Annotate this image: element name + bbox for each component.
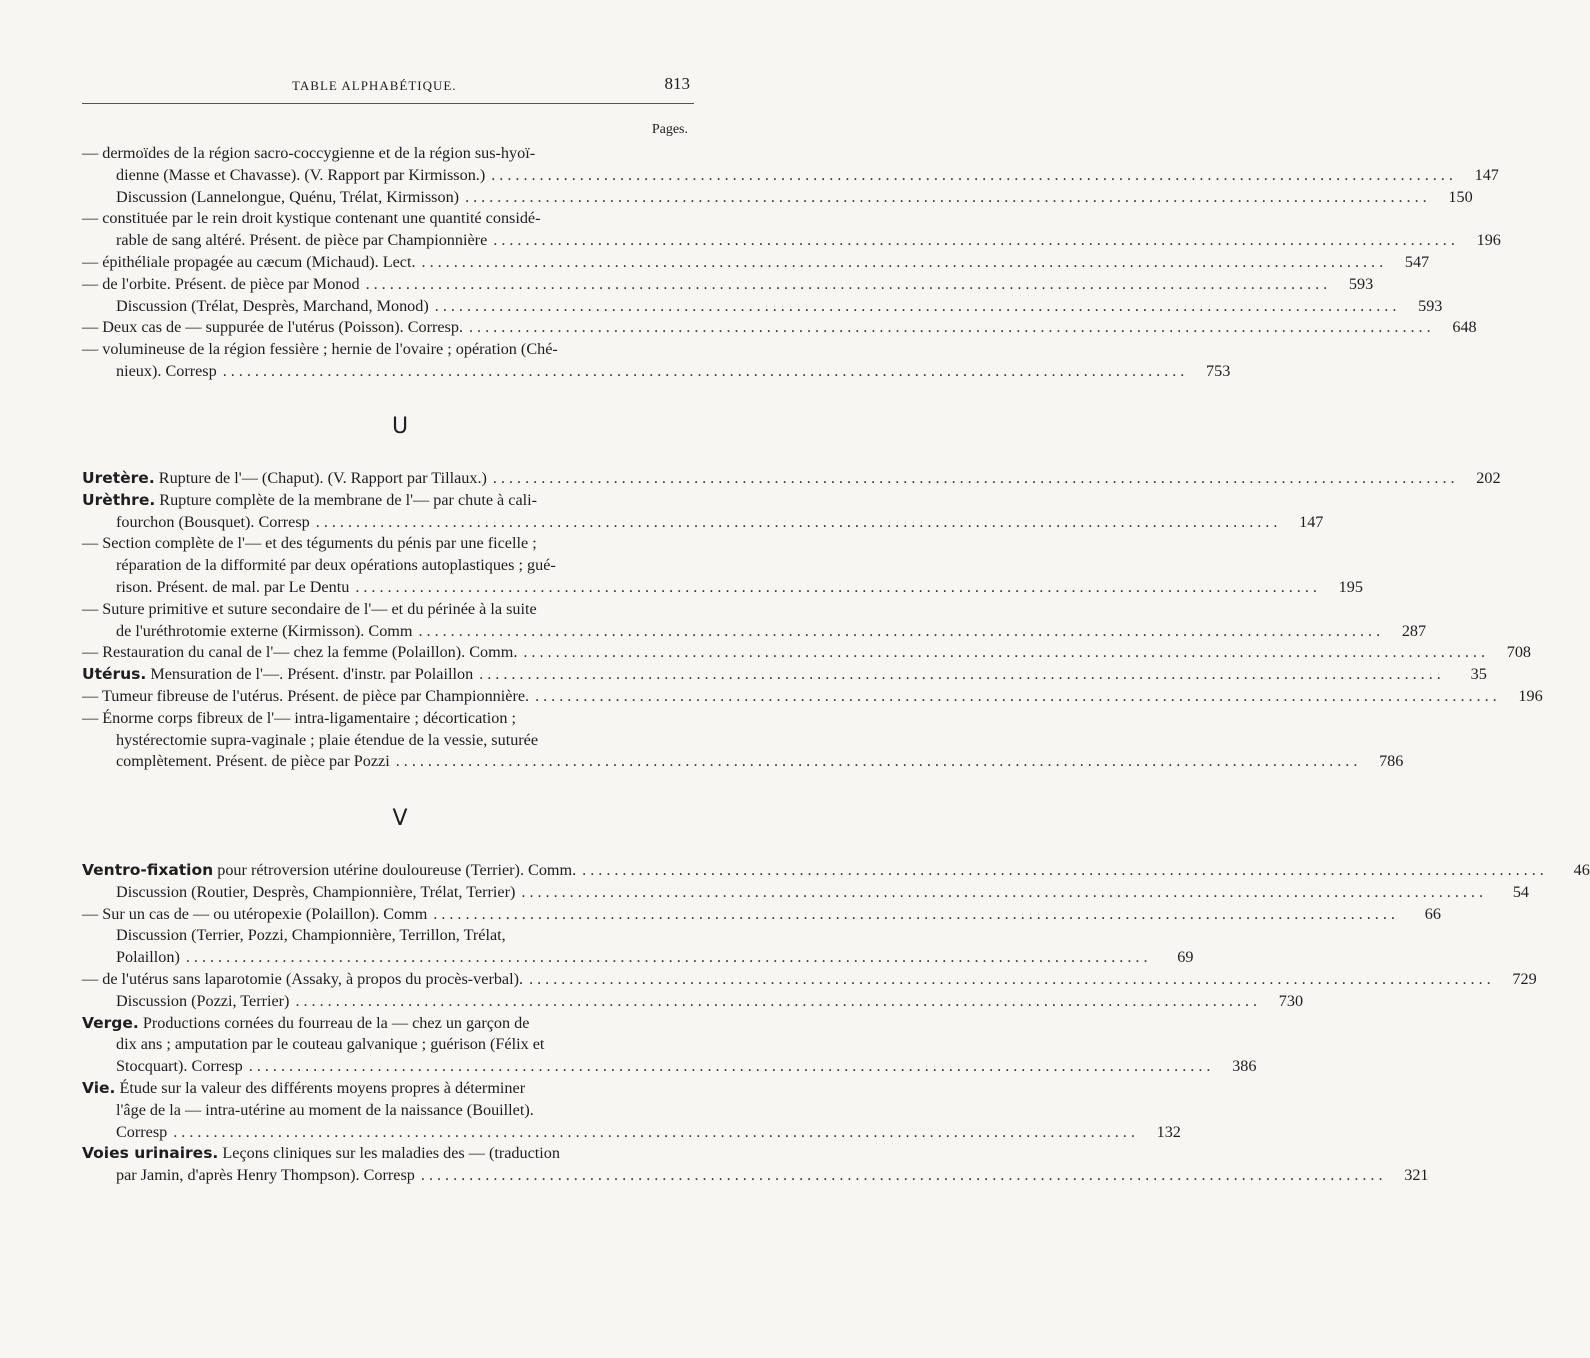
entry-headword: Utérus. bbox=[82, 665, 147, 684]
entry-text: — constituée par le rein droit kystique contenant une quantité considé- bbox=[82, 209, 541, 228]
page-reference: 708 bbox=[1506, 643, 1531, 662]
page-reference: 648 bbox=[1452, 318, 1477, 337]
leader-dots: ........................................................................................................................ bbox=[523, 643, 1489, 662]
entry-text: nieux). Corresp bbox=[116, 361, 217, 380]
entry-text: rison. Présent. de mal. par Le Dentu bbox=[116, 577, 350, 596]
page-reference: 196 bbox=[1476, 231, 1501, 250]
entry-line bbox=[82, 165, 1499, 187]
running-title: TABLE ALPHABÉTIQUE. bbox=[292, 78, 457, 93]
leader-dots: ........................................................................................................................ bbox=[521, 882, 1488, 901]
leader-dots: ........................................................................................................................ bbox=[222, 361, 1189, 380]
index-entry bbox=[82, 599, 1427, 643]
page-reference: 202 bbox=[1476, 469, 1501, 487]
entry-text: — de l'orbite. Présent. de pièce par Monod bbox=[82, 274, 360, 293]
entry-line bbox=[82, 339, 694, 361]
entry-text: de l'uréthrotomie externe (Kirmisson). Comm bbox=[116, 621, 413, 640]
entry-text: Mensuration de l'—. Présent. d'instr. par Polaillon bbox=[150, 665, 474, 684]
entry-line bbox=[82, 969, 1537, 991]
leader-dots: ........................................................................................................................ bbox=[421, 252, 1388, 271]
entry-line bbox=[82, 947, 1194, 969]
entry-text: Rupture complète de la membrane de l'— par chute à cali- bbox=[159, 490, 538, 509]
entry-line bbox=[82, 296, 1443, 318]
pages-column-label: Pages. bbox=[651, 122, 688, 137]
entry-line bbox=[82, 555, 694, 577]
entry-text: — Section complète de l'— et des téguments du pénis par une ficelle ; bbox=[82, 534, 537, 553]
index-entry bbox=[82, 1078, 1181, 1143]
page-reference: 69 bbox=[1177, 948, 1194, 967]
leader-dots: ........................................................................................................................ bbox=[469, 318, 1435, 337]
entry-text: — épithéliale propagée au cæcum (Michaud). Lect. bbox=[82, 252, 416, 271]
entry-line bbox=[82, 274, 1374, 296]
index-entry bbox=[82, 904, 1441, 969]
page-reference: 150 bbox=[1448, 187, 1473, 206]
entry-text: — Restauration du canal de l'— chez la femme (Polaillon). Comm. bbox=[82, 643, 518, 662]
entry-headword: Urèthre. bbox=[82, 490, 156, 509]
leader-dots: ........................................................................................................................ bbox=[365, 274, 1332, 293]
entry-text: complètement. Présent. de pièce par Pozzi bbox=[116, 752, 390, 771]
leader-dots: ........................................................................................................................ bbox=[582, 861, 1548, 879]
page-reference: 729 bbox=[1512, 969, 1537, 988]
entry-line bbox=[82, 730, 694, 752]
running-header bbox=[82, 74, 694, 96]
entry-line bbox=[82, 143, 694, 165]
leader-dots: ........................................................................................................................ bbox=[493, 231, 1459, 250]
entry-line bbox=[82, 533, 694, 555]
entry-line bbox=[82, 1013, 694, 1035]
index-entry bbox=[82, 143, 1499, 208]
page-reference: 35 bbox=[1470, 665, 1487, 684]
page-reference: 321 bbox=[1404, 1166, 1429, 1185]
entry-text: — volumineuse de la région fessière ; hernie de l'ovaire ; opération (Ché- bbox=[82, 340, 558, 359]
entry-line bbox=[82, 599, 694, 621]
index-entry bbox=[82, 468, 1501, 490]
leader-dots: ........................................................................................................................ bbox=[491, 165, 1457, 184]
index-entry bbox=[82, 860, 1590, 904]
leader-dots: ........................................................................................................................ bbox=[434, 296, 1401, 315]
entry-text: Leçons cliniques sur les maladies des — (traduction bbox=[222, 1144, 560, 1163]
entry-line bbox=[82, 925, 694, 947]
entry-text: Discussion (Trélat, Desprès, Marchand, Monod) bbox=[116, 296, 429, 315]
page-reference: 730 bbox=[1278, 991, 1304, 1010]
page-reference: 54 bbox=[1512, 882, 1530, 901]
leader-dots: ........................................................................................................................ bbox=[420, 1166, 1387, 1185]
entry-text: Discussion (Routier, Desprès, Championnière, Trélat, Terrier) bbox=[116, 882, 516, 901]
section-t-continued bbox=[82, 143, 1501, 383]
index-entry bbox=[82, 317, 1477, 339]
page-reference: 786 bbox=[1379, 752, 1404, 771]
index-entry bbox=[82, 339, 1231, 383]
leader-dots: ........................................................................................................................ bbox=[295, 991, 1262, 1010]
entry-text: Rupture de l'— (Chaput). (V. Rapport par Tillaux.) bbox=[158, 469, 487, 487]
entry-line bbox=[82, 904, 1441, 926]
entry-text: Productions cornées du fourreau de la — chez un garçon de bbox=[142, 1013, 530, 1032]
entry-text: Étude sur la valeur des différents moyens propres à déterminer bbox=[119, 1078, 526, 1097]
leader-dots: ........................................................................................................................ bbox=[185, 948, 1152, 967]
index-entry bbox=[82, 252, 1430, 274]
entry-line bbox=[82, 1122, 1181, 1144]
leader-dots: ........................................................................................................................ bbox=[433, 904, 1399, 923]
entry-line bbox=[82, 664, 1487, 686]
entry-text: par Jamin, d'après Henry Thompson). Corresp bbox=[116, 1166, 415, 1185]
page-reference: 593 bbox=[1418, 296, 1443, 315]
entry-headword: Ventro-fixation bbox=[82, 861, 214, 879]
entry-text: Discussion (Lannelongue, Quénu, Trélat, Kirmisson) bbox=[116, 187, 460, 206]
index-entry bbox=[82, 642, 1531, 664]
index-entry bbox=[82, 274, 1443, 318]
entry-line bbox=[82, 860, 1590, 882]
entry-text: — dermoïdes de la région sacro-coccygienne et de la région sus-hyoï- bbox=[82, 144, 536, 162]
entry-line bbox=[82, 1078, 694, 1100]
entry-line bbox=[82, 490, 694, 512]
leader-dots: ........................................................................................................................ bbox=[355, 577, 1321, 596]
page-reference: 547 bbox=[1404, 252, 1430, 271]
entry-line bbox=[82, 708, 694, 730]
leader-dots: ........................................................................................................................ bbox=[529, 969, 1495, 988]
entry-text: Discussion (Terrier, Pozzi, Championnière, Terrillon, Trélat, bbox=[116, 926, 506, 945]
section-v bbox=[82, 860, 1590, 1187]
leader-dots: ........................................................................................................................ bbox=[395, 752, 1362, 771]
entry-text: — Énorme corps fibreux de l'— intra-ligamentaire ; décortication ; bbox=[82, 708, 516, 727]
page-reference: 132 bbox=[1156, 1122, 1181, 1141]
leader-dots: ........................................................................................................................ bbox=[465, 187, 1431, 206]
page-reference: 66 bbox=[1424, 904, 1441, 923]
entry-line bbox=[82, 252, 1430, 274]
page-number: 813 bbox=[664, 74, 690, 93]
entry-text: rable de sang altéré. Présent. de pièce par Championnière bbox=[116, 231, 488, 250]
page-reference: 593 bbox=[1348, 274, 1374, 293]
index-entry bbox=[82, 686, 1543, 708]
index-entry bbox=[82, 969, 1537, 1013]
entry-line bbox=[82, 208, 694, 230]
page-reference: 287 bbox=[1401, 621, 1427, 640]
entry-line bbox=[82, 361, 1231, 383]
leader-dots: ........................................................................................................................ bbox=[248, 1057, 1215, 1076]
entry-text: Polaillon) bbox=[116, 948, 180, 967]
leader-dots: ........................................................................................................................ bbox=[315, 512, 1282, 531]
page-reference: 753 bbox=[1206, 361, 1231, 380]
entry-line bbox=[82, 1165, 1429, 1187]
entry-text: pour rétroversion utérine douloureuse (Terrier). Comm. bbox=[217, 861, 577, 879]
entry-line bbox=[82, 230, 1501, 252]
index-entry bbox=[82, 1143, 1429, 1187]
header-rule bbox=[82, 103, 694, 104]
entry-text: dienne (Masse et Chavasse). (V. Rapport par Kirmisson.) bbox=[116, 165, 486, 184]
entry-line bbox=[82, 577, 1363, 599]
entry-text: Stocquart). Corresp bbox=[116, 1057, 243, 1076]
page-reference: 147 bbox=[1474, 165, 1499, 184]
entry-line bbox=[82, 686, 1543, 708]
index-entry bbox=[82, 208, 1501, 252]
entry-text: l'âge de la — intra-utérine au moment de la naissance (Bouillet). bbox=[116, 1100, 534, 1119]
entry-line bbox=[82, 882, 1530, 904]
leader-dots: ........................................................................................................................ bbox=[479, 665, 1445, 684]
entry-text: hystérectomie supra-vaginale ; plaie étendue de la vessie, suturée bbox=[116, 730, 539, 749]
page-reference: 196 bbox=[1518, 686, 1543, 705]
section-u bbox=[82, 468, 1543, 773]
entry-headword: Verge. bbox=[82, 1013, 139, 1032]
entry-text: fourchon (Bousquet). Corresp bbox=[116, 512, 310, 531]
entry-text: dix ans ; amputation par le couteau galvanique ; guérison (Félix et bbox=[116, 1035, 545, 1054]
entry-line bbox=[82, 512, 1324, 534]
leader-dots: ........................................................................................................................ bbox=[418, 621, 1385, 640]
index-entry bbox=[82, 708, 1404, 773]
entry-text: — Suture primitive et suture secondaire de l'— et du périnée à la suite bbox=[82, 599, 537, 618]
entry-line bbox=[82, 1143, 694, 1165]
leader-dots: ........................................................................................................................ bbox=[492, 469, 1459, 487]
entry-line bbox=[82, 751, 1404, 773]
index-entry bbox=[82, 490, 1324, 534]
page-reference: 386 bbox=[1232, 1057, 1257, 1076]
entry-line bbox=[82, 1100, 694, 1122]
entry-text: — Sur un cas de — ou utéropexie (Polaillon). Comm bbox=[82, 904, 428, 923]
entry-line bbox=[82, 642, 1531, 664]
entry-line bbox=[82, 468, 1501, 490]
entry-headword: Uretère. bbox=[82, 469, 155, 487]
entry-line bbox=[82, 317, 1477, 339]
index-entry bbox=[82, 533, 1363, 598]
entry-line bbox=[82, 1034, 694, 1056]
leader-dots: ........................................................................................................................ bbox=[173, 1122, 1139, 1141]
entry-line bbox=[82, 991, 1304, 1013]
entry-text: Discussion (Pozzi, Terrier) bbox=[116, 991, 290, 1010]
entry-text: — de l'utérus sans laparotomie (Assaky, à propos du procès-verbal). bbox=[82, 969, 524, 988]
entry-text: réparation de la difformité par deux opérations autoplastiques ; gué- bbox=[116, 556, 556, 575]
page-reference: 147 bbox=[1299, 512, 1324, 531]
entry-headword: Vie. bbox=[82, 1078, 116, 1097]
page-reference: 195 bbox=[1338, 577, 1363, 596]
entry-line bbox=[82, 1056, 1257, 1078]
entry-line bbox=[82, 187, 1473, 209]
index-entry bbox=[82, 664, 1487, 686]
entry-text: Corresp bbox=[116, 1122, 168, 1141]
section-letter-u: U bbox=[391, 414, 409, 439]
index-entry bbox=[82, 1013, 1257, 1078]
leader-dots: ........................................................................................................................ bbox=[535, 686, 1501, 705]
entry-text: — Deux cas de — suppurée de l'utérus (Poisson). Corresp. bbox=[82, 318, 463, 337]
entry-headword: Voies urinaires. bbox=[82, 1144, 219, 1163]
entry-line bbox=[82, 621, 1427, 643]
section-letter-v: V bbox=[392, 806, 408, 831]
page-reference: 46 bbox=[1573, 861, 1590, 879]
entry-text: — Tumeur fibreuse de l'utérus. Présent. de pièce par Championnière. bbox=[82, 686, 530, 705]
